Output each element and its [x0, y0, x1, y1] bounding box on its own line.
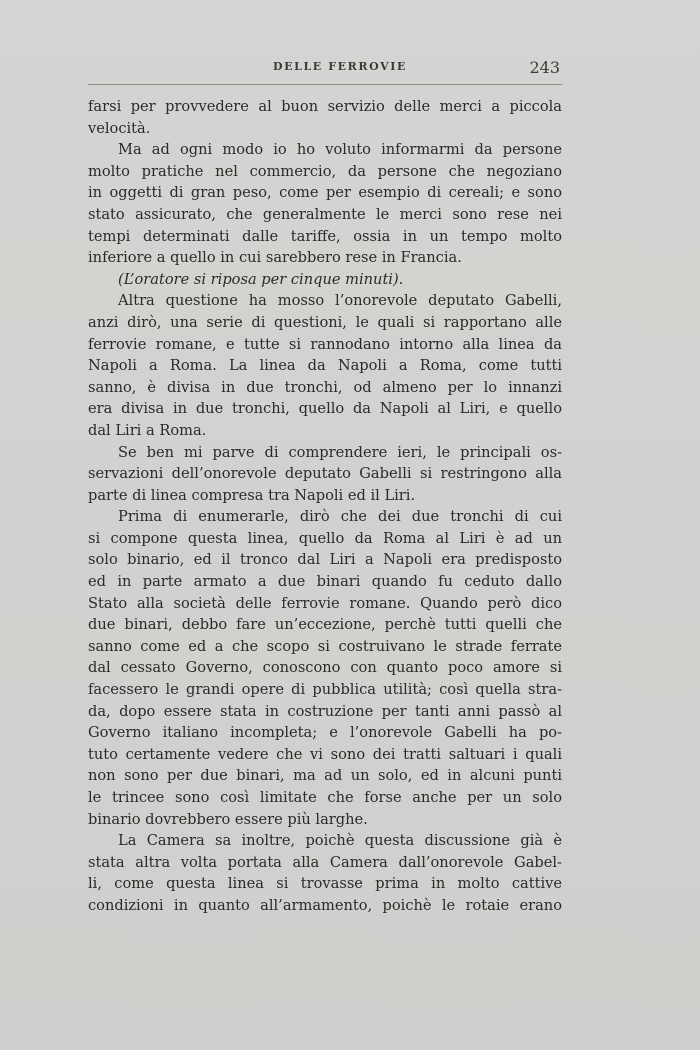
text-line: due binari, debbo fare un’eccezione, perchè tutti quelli che — [88, 616, 562, 634]
text-line: (L’oratore si riposa per cinque minuti). — [118, 270, 404, 288]
text-line: parte di linea compresa tra Napoli ed il Liri. — [88, 486, 416, 504]
text-line: servazioni dell’onorevole deputato Gabelli si restringono alla — [88, 465, 562, 483]
text-line: Stato alla società delle ferrovie romane. Quando però dico — [88, 594, 562, 612]
text-line: ed in parte armato a due binari quando fu ceduto dallo — [88, 573, 562, 591]
text-line: stata altra volta portata alla Camera dall’onorevole Gabel- — [88, 853, 562, 871]
text-line: tuto certamente vedere che vi sono dei tratti saltuari i quali — [88, 745, 562, 763]
text-line: in oggetti di gran peso, come per esempio di cereali; e sono — [88, 184, 562, 202]
paragraph — [88, 96, 562, 139]
text-line: era divisa in due tronchi, quello da Napoli al Liri, e quello — [88, 400, 562, 418]
text-line: Ma ad ogni modo io ho voluto informarmi da persone — [118, 141, 562, 159]
text-line: Se ben mi parve di comprendere ieri, le principali os- — [118, 443, 562, 461]
paragraph — [88, 506, 562, 830]
text-line: solo binario, ed il tronco dal Liri a Napoli era predisposto — [88, 551, 562, 569]
paragraph — [88, 290, 562, 441]
text-line: sanno, è divisa in due tronchi, od almeno per lo innanzi — [88, 378, 562, 396]
text-line: li, come questa linea si trovasse prima in molto cattive — [88, 875, 562, 893]
text-line: tempi determinati dalle tariffe, ossia in un tempo molto — [88, 227, 562, 245]
text-line: stato assicurato, che generalmente le merci sono rese nei — [88, 205, 562, 223]
text-line: anzi dirò, una serie di questioni, le quali si rapportano alle — [88, 313, 562, 331]
text-line: sanno come ed a che scopo si costruivano le strade ferrate — [88, 637, 562, 655]
text-line: si compone questa linea, quello da Roma al Liri è ad un — [88, 529, 562, 547]
text-line: La Camera sa inoltre, poichè questa discussione già è — [118, 832, 562, 850]
body-text — [88, 96, 562, 917]
text-line: le trincee sono così limitate che forse anche per un solo — [88, 789, 562, 806]
text-line: dal Liri a Roma. — [88, 421, 207, 439]
text-line: molto pratiche nel commercio, da persone che negoziano — [88, 162, 562, 180]
running-head — [88, 52, 562, 85]
text-line: facessero le grandi opere di pubblica utilità; così quella stra- — [88, 681, 562, 699]
text-line: ferrovie romane, e tutte si rannodano intorno alla linea da — [88, 335, 562, 353]
paragraph — [88, 442, 562, 507]
text-line: non sono per due binari, ma ad un solo, ed in alcuni punti — [88, 767, 562, 785]
running-title: DELLE FERROVIE — [273, 60, 407, 73]
text-line: dal cessato Governo, conoscono con quanto poco amore si — [88, 659, 562, 677]
text-line: inferiore a quello in cui sarebbero rese in Francia. — [88, 249, 462, 267]
text-line: da, dopo essere stata in costruzione per tanti anni passò al — [88, 702, 562, 720]
text-line: farsi per provvedere al buon servizio delle merci a piccola — [88, 98, 562, 115]
stage-direction — [88, 269, 562, 291]
page-number: 243 — [529, 58, 560, 77]
text-line: binario dovrebbero essere più larghe. — [88, 810, 368, 828]
text-line: Napoli a Roma. La linea da Napoli a Roma, come tutti — [88, 357, 562, 375]
paragraph — [88, 139, 562, 269]
text-line: condizioni in quanto all’armamento, poichè le rotaie erano — [88, 896, 562, 914]
text-line: Governo italiano incompleta; e l’onorevole Gabelli ha po- — [88, 724, 562, 742]
paragraph — [88, 830, 562, 916]
text-line: Prima di enumerarle, dirò che dei due tronchi di cui — [118, 508, 562, 526]
text-line: Altra questione ha mosso l’onorevole deputato Gabelli, — [118, 292, 562, 310]
text-line: velocità. — [88, 119, 151, 137]
